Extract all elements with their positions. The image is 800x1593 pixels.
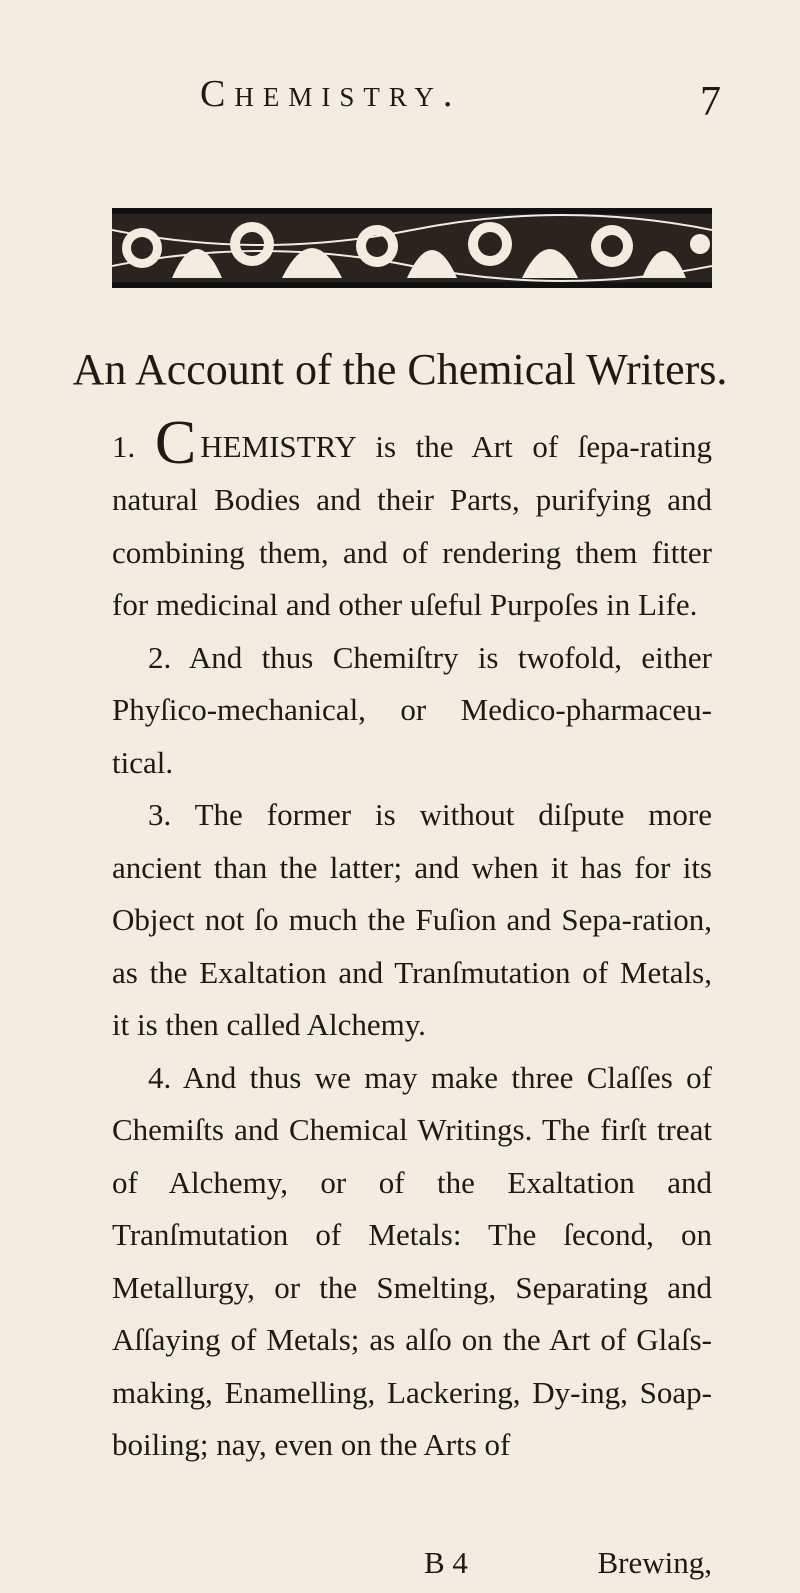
paragraph-1 xyxy=(112,409,712,632)
paragraph-text: HEMISTRY is the Art of ſepa-rating natural Bodies and their Parts, purifying and combining them, and of rendering them fitter for medicinal and other uſeful Purpoſes in Life. xyxy=(112,429,712,622)
paragraph-number: 1. xyxy=(112,429,136,464)
paragraph-number: 4. xyxy=(148,1059,172,1095)
decorative-headpiece-icon xyxy=(112,200,712,296)
paragraph-text: And thus Chemiſtry is twofold, either Phyſico-mechanical, or Medico-pharmaceu-tical. xyxy=(112,639,712,780)
paragraph-4 xyxy=(112,1052,712,1472)
paragraph-text: And thus we may make three Claſſes of Chemiſts and Chemical Writings. The firſt treat of Alchemy, or of the Exaltation and Tranſmutation of Metals: The ſecond, on Metallurgy, or the Smelting, Separating and Aſſaying of Metals; as alſo on the Art of Glaſs-making, Enamelling, Lackering, Dy-ing, Soap-boiling; nay, even on the Arts of xyxy=(112,1059,712,1462)
chapter-title: An Account of the Chemical Writers. xyxy=(72,345,728,394)
body-text xyxy=(112,409,712,1472)
paragraph-number: 2. xyxy=(148,639,172,675)
paragraph-number: 3. xyxy=(148,797,172,832)
drop-cap: C xyxy=(154,409,197,477)
paragraph-2 xyxy=(112,632,712,790)
catchword: Brewing, xyxy=(597,1545,712,1580)
paragraph-3 xyxy=(112,789,712,1052)
signature-mark: B 4 xyxy=(424,1545,468,1580)
running-head xyxy=(0,72,800,125)
page-number: 7 xyxy=(700,79,721,125)
paragraph-text: The former is without diſpute more ancient than the latter; and when it has for its Object not ſo much the Fuſion and Sepa-ration, as the Exaltation and Tranſmutation of Metals, it is then called Alchemy. xyxy=(112,797,712,1042)
running-title: Chemistry. xyxy=(200,73,462,115)
